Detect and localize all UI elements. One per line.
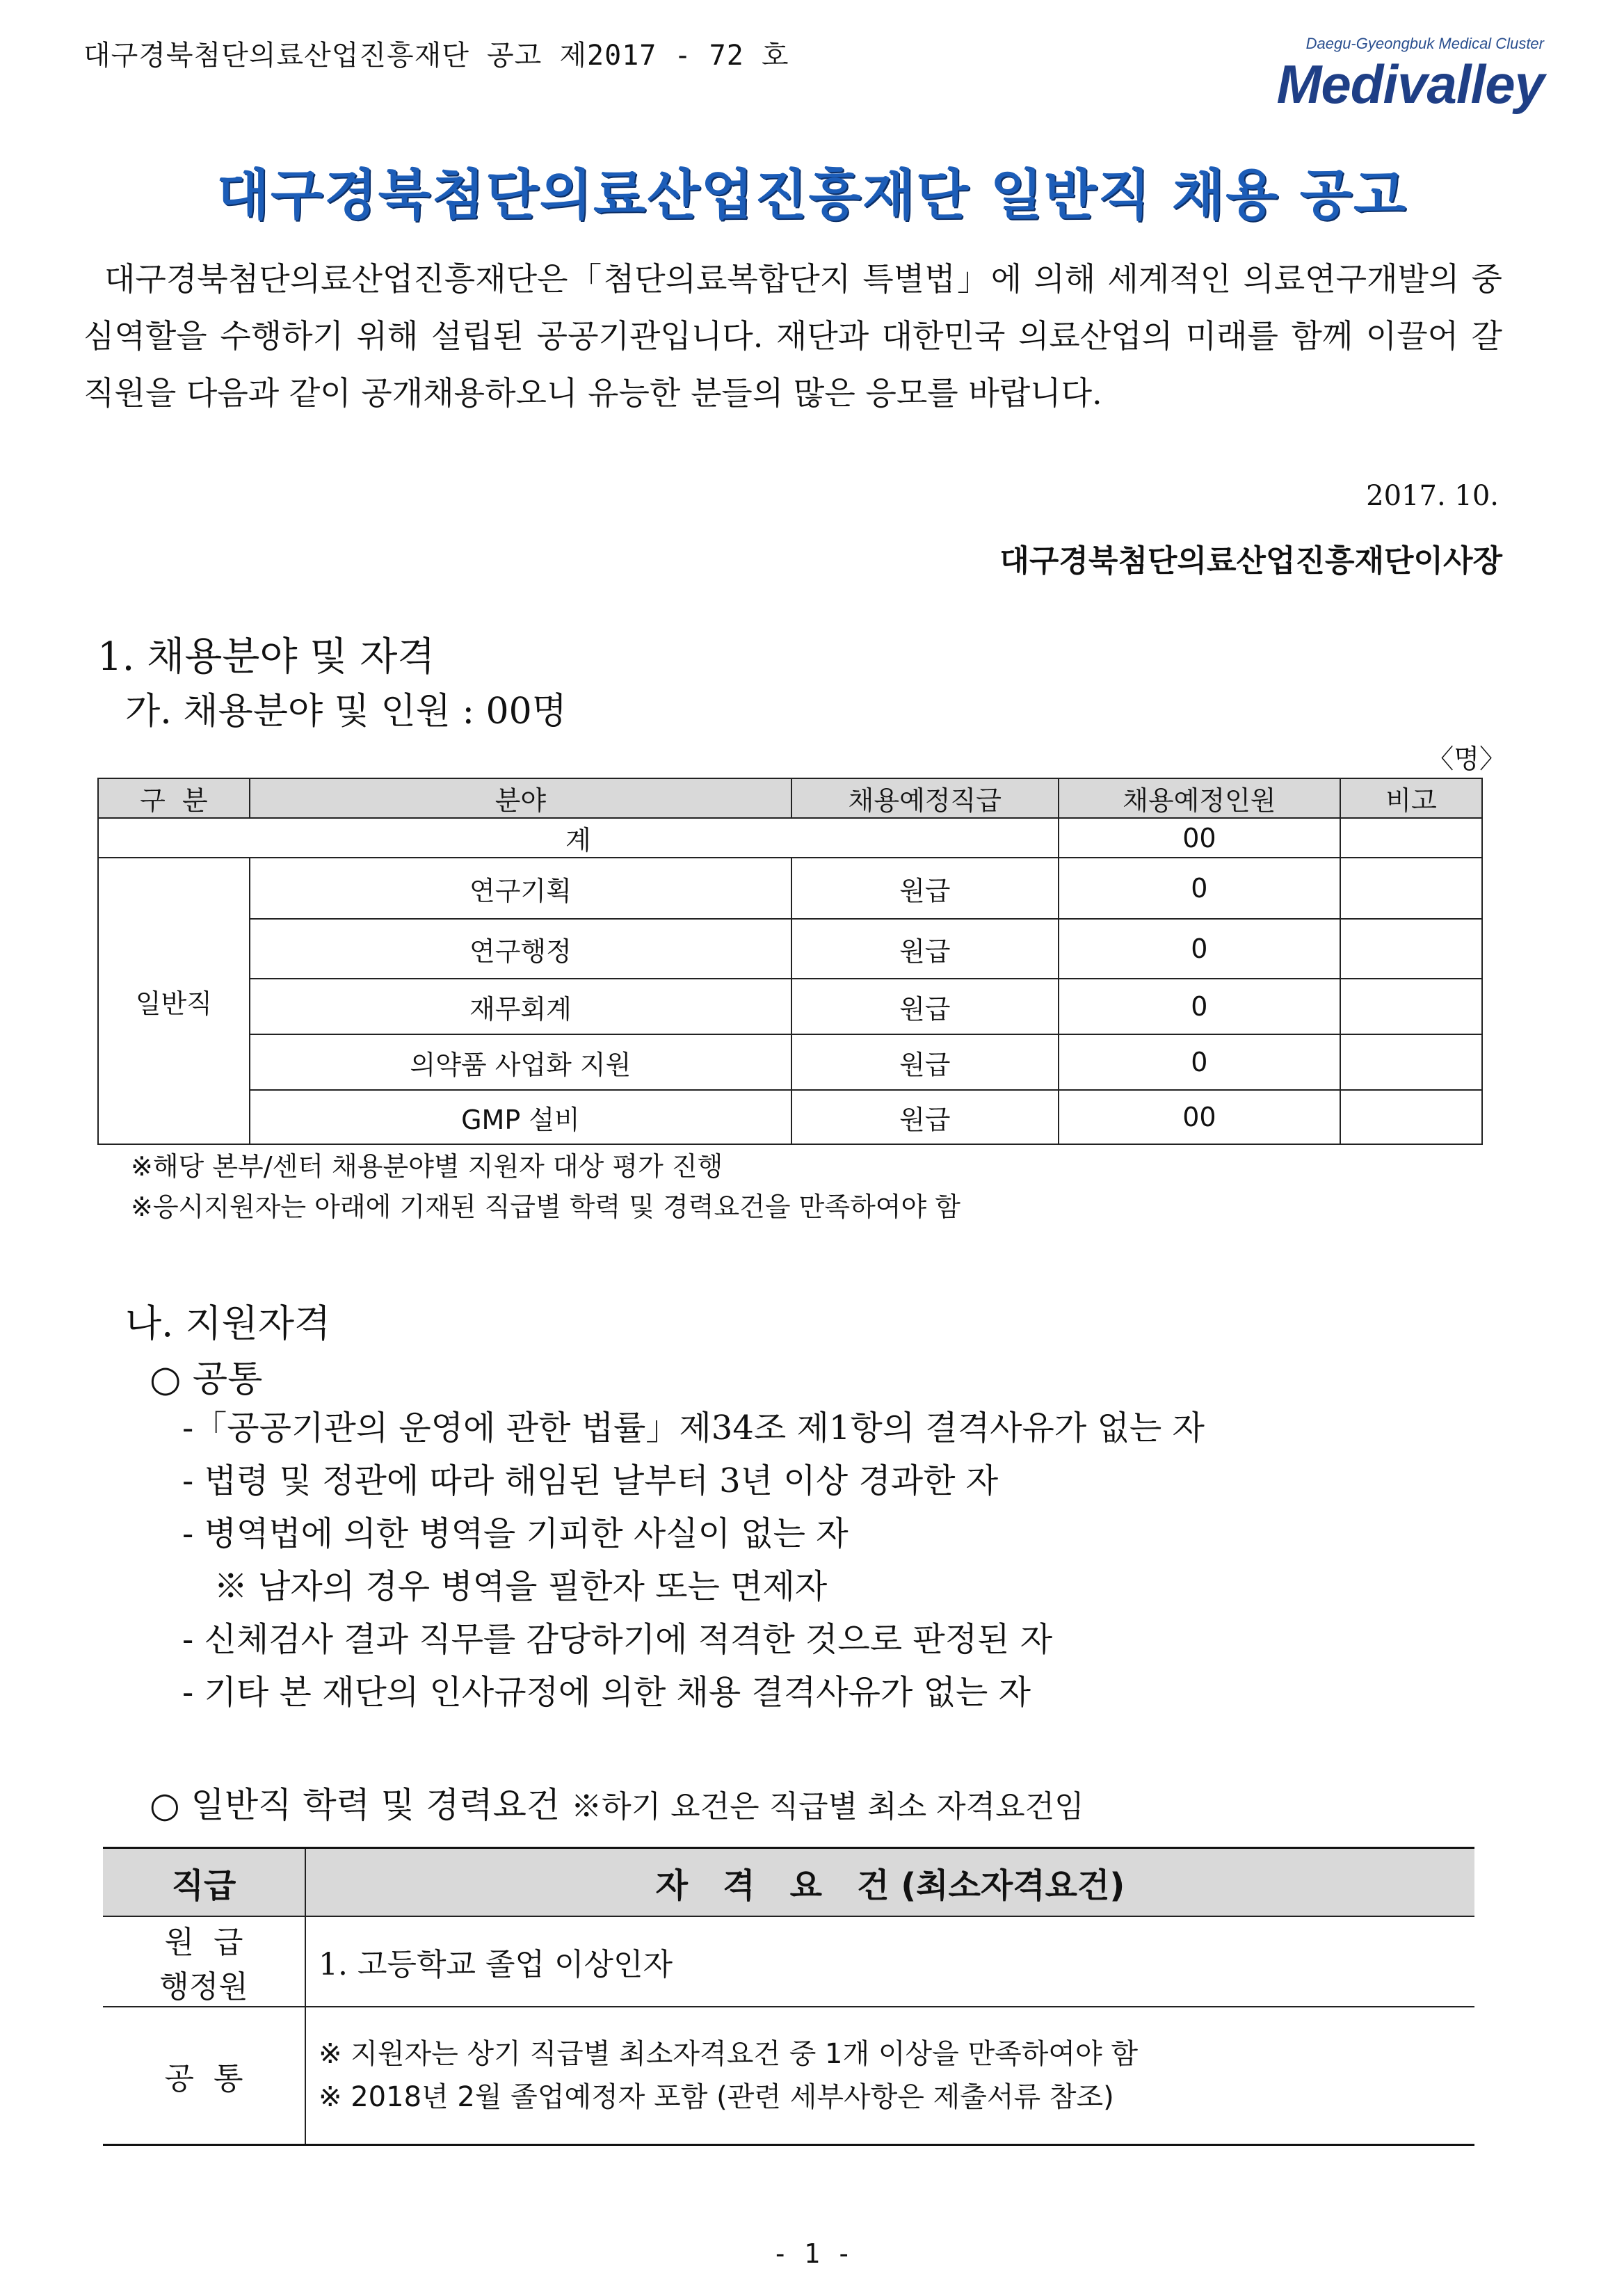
page-number: - 1 -: [772, 2238, 852, 2269]
total-label: 계: [98, 818, 1059, 858]
requirements-table: [103, 1847, 1474, 2146]
logo-wordmark: Medivalley: [1276, 54, 1544, 115]
req-header-grade: 직급: [103, 1848, 305, 1917]
requirements-heading: [150, 1777, 1084, 1827]
table-row: [98, 858, 1482, 919]
list-item: ※ 남자의 경우 병역을 필한자 또는 면제자: [182, 1567, 828, 1606]
row-note: [1340, 858, 1482, 919]
header-field: 분야: [250, 778, 791, 818]
row-note: [1340, 979, 1482, 1034]
intro-paragraph: [83, 250, 1502, 422]
row-grade: 원급: [791, 919, 1059, 979]
row-grade: 원급: [791, 1034, 1059, 1090]
note-line: ※응시지원자는 아래에 기재된 직급별 학력 및 경력요건을 만족하여야 함: [131, 1192, 961, 1222]
header-division: 구 분: [98, 778, 250, 818]
req-header-row: [103, 1848, 1474, 1917]
section2-heading: 나. 지원자격: [125, 1301, 331, 1345]
row-field: GMP 설비: [250, 1090, 791, 1144]
req-row: [103, 1916, 1474, 2007]
row-count: 0: [1059, 919, 1341, 979]
table-row: [98, 1034, 1482, 1090]
unit-label: 〈명〉: [1427, 744, 1506, 774]
total-row: [98, 818, 1482, 858]
table-row: [98, 1090, 1482, 1144]
notice-date: 2017. 10.: [1366, 480, 1499, 512]
header-count: 채용예정인원: [1059, 778, 1341, 818]
header-note: 비고: [1340, 778, 1482, 818]
eligibility-list: [182, 1402, 1205, 1719]
page-title: 대구경북첨단의료산업진흥재단 일반직 채용 공고: [216, 164, 1408, 227]
note-line: ※해당 본부/센터 채용분야별 지원자 대상 평가 진행: [131, 1151, 723, 1182]
req-header-requirements: 자 격 요 건 (최소자격요건): [305, 1848, 1474, 1917]
requirements-title: ○ 일반직 학력 및 경력요건: [150, 1785, 561, 1825]
medivalley-logo: [1224, 35, 1551, 118]
table-notes: [131, 1146, 960, 1227]
row-note: [1340, 919, 1482, 979]
row-count: 0: [1059, 979, 1341, 1034]
row-field: 연구행정: [250, 919, 791, 979]
req-row: [103, 2007, 1474, 2144]
section1-subheading: 가. 채용분야 및 인원 : 00명: [125, 691, 567, 732]
common-heading: ○ 공통: [150, 1358, 263, 1400]
header-grade: 채용예정직급: [791, 778, 1059, 818]
recruitment-table: [97, 778, 1483, 1145]
list-item: - 법령 및 정관에 따라 해임된 날부터 3년 이상 경과한 자: [182, 1461, 999, 1500]
req-text: [305, 2007, 1474, 2144]
section1-heading: 1. 채용분야 및 자격: [97, 634, 435, 680]
intro-text: 대구경북첨단의료산업진흥재단은「첨단의료복합단지 특별법」에 의해 세계적인 의료연구개발의 중심역할을 수행하기 위해 설립된 공공기관입니다. 재단과 대한민국 의료산업의 미래를 함께 이끌어 갈 직원을 다음과 같이 공개채용하오니 유능한 분들의 많은 응모를 바랍니다.: [83, 260, 1502, 412]
req-grade-line: 원 급: [164, 1925, 243, 1960]
notice-reference: 대구경북첨단의료산업진흥재단 공고 제2017 - 72 호: [83, 40, 789, 72]
table-row: [98, 979, 1482, 1034]
req-text-line: ※ 지원자는 상기 직급별 최소자격요건 중 1개 이상을 만족하여야 함: [319, 2037, 1139, 2070]
row-count: 0: [1059, 1034, 1341, 1090]
list-item: - 신체검사 결과 직무를 감당하기에 적격한 것으로 판정된 자: [182, 1620, 1053, 1659]
list-item: - 기타 본 재단의 인사규정에 의한 채용 결격사유가 없는 자: [182, 1673, 1031, 1712]
logo-subtitle: Daegu-Gyeongbuk Medical Cluster: [1305, 35, 1544, 52]
req-text: 1. 고등학교 졸업 이상인자: [305, 1916, 1474, 2007]
row-grade: 원급: [791, 858, 1059, 919]
row-count: 0: [1059, 858, 1341, 919]
list-item: - 병역법에 의한 병역을 기피한 사실이 없는 자: [182, 1514, 849, 1553]
row-field: 의약품 사업화 지원: [250, 1034, 791, 1090]
total-note: [1340, 818, 1482, 858]
row-grade: 원급: [791, 1090, 1059, 1144]
row-note: [1340, 1090, 1482, 1144]
group-label: 일반직: [98, 858, 250, 1144]
table-row: [98, 919, 1482, 979]
req-grade: 공 통: [103, 2007, 305, 2144]
table-header-row: [98, 778, 1482, 818]
row-field: 연구기획: [250, 858, 791, 919]
total-value: 00: [1059, 818, 1341, 858]
signer: 대구경북첨단의료산업진흥재단이사장: [999, 543, 1502, 579]
row-field: 재무회계: [250, 979, 791, 1034]
row-count: 00: [1059, 1090, 1341, 1144]
row-grade: 원급: [791, 979, 1059, 1034]
req-text-line: ※ 2018년 2월 졸업예정자 포함 (관련 세부사항은 제출서류 참조): [319, 2080, 1114, 2113]
list-item: -「공공기관의 운영에 관한 법률」제34조 제1항의 결격사유가 없는 자: [182, 1409, 1205, 1447]
req-grade: [103, 1916, 305, 2007]
req-grade-line: 행정원: [159, 1969, 248, 2005]
requirements-note: ※하기 요건은 직급별 최소 자격요건임: [571, 1789, 1084, 1824]
row-note: [1340, 1034, 1482, 1090]
